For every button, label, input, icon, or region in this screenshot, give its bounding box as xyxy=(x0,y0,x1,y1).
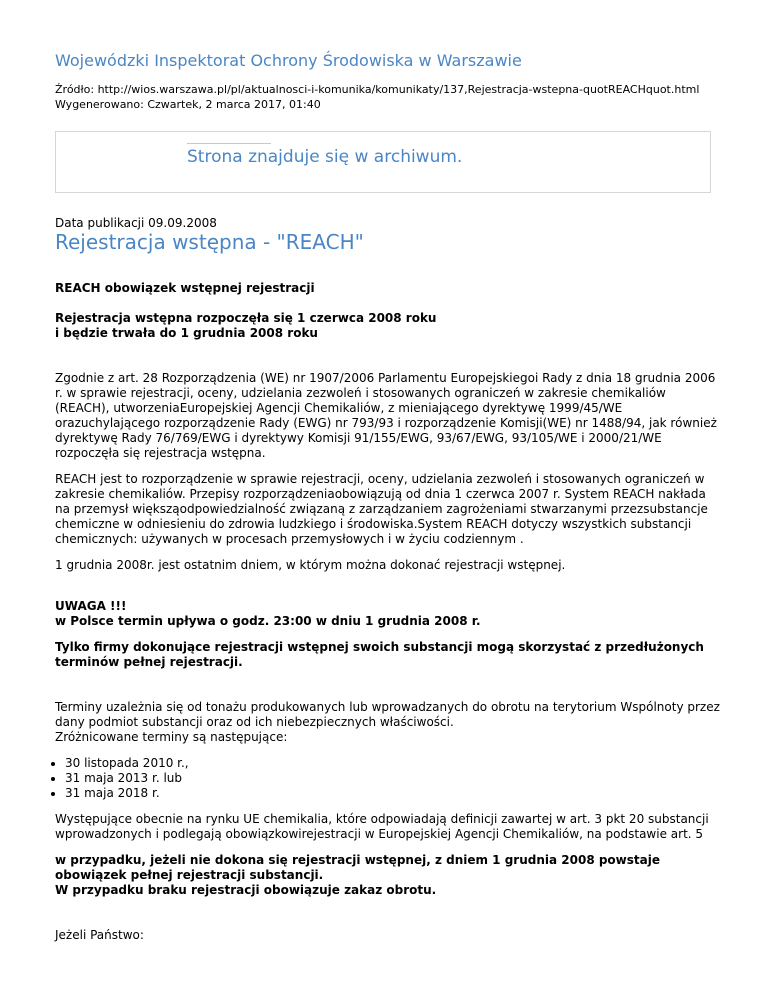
registration-end: i będzie trwała do 1 grudnia 2008 roku xyxy=(55,326,318,340)
paragraph: 1 grudnia 2008r. jest ostatnim dniem, w którym można dokonać rejestracji wstępnej. xyxy=(55,558,566,572)
list-item: • 31 maja 2018 r. xyxy=(65,786,720,801)
obligation-text: w przypadku, jeżeli nie dokona się rejestracji wstępnej, z dniem 1 grudnia 2008 powstaje obowiązek pełnej rejestracji substancji. xyxy=(55,853,660,882)
list-item: • 30 listopada 2010 r., xyxy=(65,756,720,771)
warning-paragraph: Tylko firmy dokonujące rejestracji wstępnej swoich substancji mogą skorzystać z przedłużonych terminów pełnej rejestracji. xyxy=(55,640,704,669)
obligation-paragraph xyxy=(55,853,720,898)
source-url: Źródło: http://wios.warszawa.pl/pl/aktualnosci-i-komunika/komunikaty/137,Rejestracja-wstepna-quotREACHquot.html xyxy=(55,83,700,96)
warning xyxy=(55,599,720,629)
archive-notice-box xyxy=(55,131,711,193)
generated-date: Wygenerowano: Czwartek, 2 marca 2017, 01:40 xyxy=(55,98,321,111)
archive-divider xyxy=(187,143,271,144)
publication-date: Data publikacji 09.09.2008 xyxy=(55,216,217,230)
registration-period xyxy=(55,311,720,341)
paragraph: Jeżeli Państwo: xyxy=(55,928,144,942)
subheading: REACH obowiązek wstępnej rejestracji xyxy=(55,281,315,295)
paragraph: Występujące obecnie na rynku UE chemikalia, które odpowiadają definicji zawartej w art. 3 pkt 20 substancji wprowadzonych i podlegają obowiązkowirejestracji w Europejskiej Agencji Chemikaliów, na podstawie art. 5 xyxy=(55,812,709,841)
warning-deadline: w Polsce termin upływa o godz. 23:00 w dniu 1 grudnia 2008 r. xyxy=(55,614,481,628)
article-body xyxy=(55,281,720,943)
paragraph: REACH jest to rozporządzenie w sprawie rejestracji, oceny, udzielania zezwoleń i stosowanych ograniczeń w zakresie chemikaliów. Przepisy rozporządzeniaobowiązują od dnia 1 czerwca 2007 r. System REACH nakłada na przemysł większąodpowiedzialność związaną z zarządzaniem zagrożeniami stwarzanymi przezsubstancje chemiczne w odniesieniu do zdrowia ludzkiego i środowiska.System REACH dotyczy wszystkich substancji chemicznych: używanych w procesach przemysłowych i w życiu codziennym . xyxy=(55,472,708,546)
trade-ban-text: W przypadku braku rejestracji obowiązuje zakaz obrotu. xyxy=(55,883,437,897)
deadline-list xyxy=(55,756,720,801)
list-item: • 31 maja 2013 r. lub xyxy=(65,771,720,786)
paragraph: Zgodnie z art. 28 Rozporządzenia (WE) nr 1907/2006 Parlamentu Europejskiegoi Rady z dnia 18 grudnia 2006 r. w sprawie rejestracji, oceny, udzielania zezwoleń i stosowanych ograniczeń w zakresie chemikaliów (REACH), utworzeniaEuropejskiej Agencji Chemikaliów, z mieniającego dyrektywę 1999/45/WE orazuchylającego rozporządzenie Rady (EWG) nr 793/93 i rozporządzenie Komisji(WE) nr 1488/94, jak również dyrektywę Rady 76/769/EWG i dyrektywy Komisji 91/155/EWG, 93/67/EWG, 93/105/WE i 2000/21/WE rozpoczęła się rejestracja wstępna. xyxy=(55,371,717,460)
warning-title: UWAGA !!! xyxy=(55,599,127,613)
paragraph xyxy=(55,700,720,745)
document-meta xyxy=(55,82,699,112)
registration-start: Rejestracja wstępna rozpoczęła się 1 czerwca 2008 roku xyxy=(55,311,437,325)
deadlines-intro: Zróżnicowane terminy są następujące: xyxy=(55,730,288,744)
tonnage-text: Terminy uzależnia się od tonażu produkowanych lub wprowadzanych do obrotu na terytorium Wspólnoty przez dany podmiot substancji oraz od ich niebezpiecznych właściwości. xyxy=(55,700,720,729)
article-title: Rejestracja wstępna - "REACH" xyxy=(55,230,364,254)
archive-notice: Strona znajduje się w archiwum. xyxy=(187,147,463,167)
site-title[interactable]: Wojewódzki Inspektorat Ochrony Środowiska w Warszawie xyxy=(55,51,522,70)
